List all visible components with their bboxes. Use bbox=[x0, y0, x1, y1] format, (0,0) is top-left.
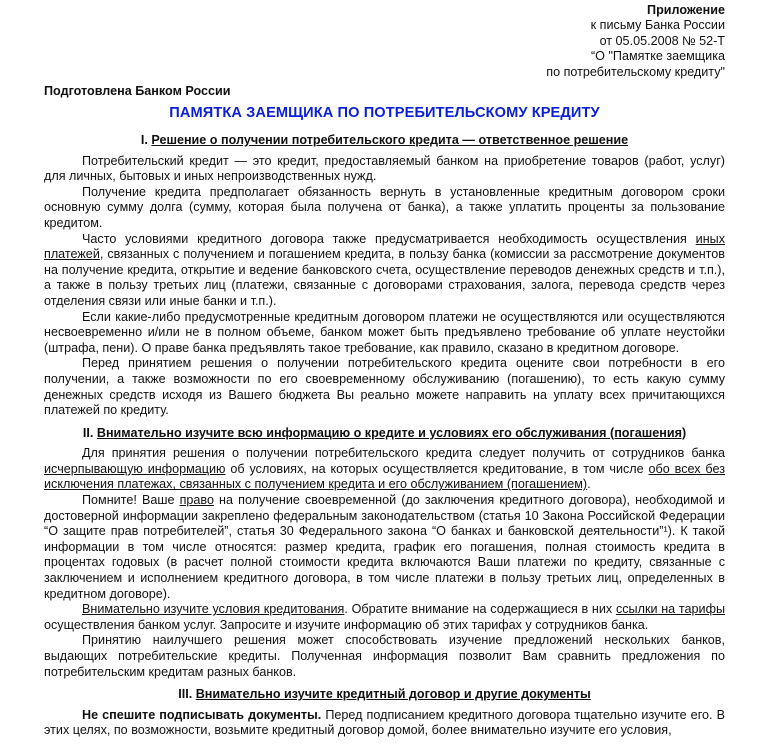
text: Часто условиями кредитного договора также предусматривается необходимость осуществления bbox=[82, 231, 696, 246]
paragraph: Перед принятием решения о получении потребительского кредита оцените свои потребности в его получении, а также возможности по его своевременному обслуживанию (погашению), то есть какую сумму денежных средств исходя из Вашего бюджета Вы реально можете направить на уплату всех причитающихся платежей по кредиту. bbox=[44, 356, 725, 418]
text: . bbox=[587, 477, 591, 492]
section-title: Решение о получении потребительского кредита — ответственное решение bbox=[151, 133, 629, 147]
other-payments-term: иных платежей bbox=[44, 231, 725, 262]
document-title: ПАМЯТКА ЗАЕМЩИКА ПО ПОТРЕБИТЕЛЬСКОМУ КРЕДИТУ bbox=[169, 105, 600, 121]
section-number: III. bbox=[178, 687, 193, 702]
appendix-line: “О "Памятке заемщика bbox=[590, 49, 725, 64]
underlined-term: право bbox=[179, 493, 214, 508]
appendix-line: к письму Банка России bbox=[590, 18, 725, 33]
text: Помните! Ваше bbox=[82, 493, 180, 508]
section-heading-1 bbox=[44, 133, 725, 149]
appendix-block bbox=[546, 3, 725, 80]
appendix-title: Приложение bbox=[647, 3, 725, 17]
paragraph: Получение кредита предполагает обязанность вернуть в установленные кредитным договором сроки основную сумму долга (сумму, которая была получена от банка), а также уплатить проценты за пользование кредитом. bbox=[44, 184, 725, 230]
section-title: Внимательно изучите кредитный договор и другие документы bbox=[195, 687, 591, 702]
section-number: II. bbox=[82, 425, 94, 440]
bold-text: Не спешите подписывать документы. bbox=[82, 707, 322, 722]
section-heading-2 bbox=[44, 426, 725, 442]
underlined-term: обо всех без исключения платежах, связанных с получением кредита и его обслуживанием (погашением) bbox=[44, 461, 725, 492]
text: на получение своевременной (до заключения кредитного договора), необходимой и достоверной информации закреплено федеральным законодательством (статья 10 Закона Российской Федерации “О защите прав потребителей”, статья 30 Федерального закона “О банках и банковской деятельности”¹). К такой информации в том числе относятся: размер кредита, график его погашения, полная стоимость кредита в процентах годовых (в расчет полной стоимости кредита включаются Ваши платежи по кредиту, связанные с заключением и исполнением кредитного договора, в том числе платежи в пользу третьих лиц, определенных в кредитном договоре). bbox=[44, 493, 725, 601]
section-title: Внимательно изучите всю информацию о кредите и условиях его обслуживания (погашения) bbox=[96, 425, 687, 440]
paragraph bbox=[44, 446, 725, 493]
appendix-line: от 05.05.2008 № 52-Т bbox=[599, 33, 725, 48]
text: , связанных с получением и погашением кредита, в пользу банка (комиссии за рассмотрение документов на получение кредита, открытие и ведение банковского счета, осуществление переводов денежных средств и т.п.), а также в пользу третьих лиц (платежи, связанные с договорами страхования, залога, перевода средств через отделения связи или иные банки и т.п.). bbox=[44, 247, 725, 308]
paragraph bbox=[44, 708, 725, 739]
document-body bbox=[44, 133, 725, 739]
section-number: I. bbox=[140, 133, 148, 147]
paragraph: Потребительский кредит — это кредит, предоставляемый банком на приобретение товаров (работ, услуг) для личных, бытовых и иных непроизводственных нужд. bbox=[44, 153, 725, 184]
text: Перед подписанием кредитного договора тщательно изучите его. В этих целях, по возможности, возьмите кредитный договор домой, более внимательно изучите его условия, bbox=[44, 707, 725, 738]
underlined-term: исчерпывающую информацию bbox=[44, 461, 226, 476]
prepared-by: Подготовлена Банком России bbox=[44, 84, 231, 98]
paragraph: Принятию наилучшего решения может способствовать изучение предложений нескольких банков, выдающих потребительские кредиты. Полученная информация позволит Вам сравнить предложения по потребительским кредитам разных банков. bbox=[44, 633, 725, 679]
paragraph bbox=[44, 493, 725, 602]
paragraph bbox=[44, 232, 725, 310]
text: . Обратите внимание на содержащиеся в них bbox=[344, 602, 616, 617]
text: осуществления банком услуг. Запросите и изучите информацию об этих тарифах у сотрудников банка. bbox=[44, 617, 649, 632]
section-heading-3 bbox=[44, 687, 725, 703]
tariffs-reference: ссылки на тарифы bbox=[615, 602, 726, 617]
paragraph bbox=[44, 602, 725, 633]
paragraph: Если какие-либо предусмотренные кредитным договором платежи не осуществляются или осуществляются несвоевременно и/или не в полном объеме, банком может быть предъявлено требование об уплате неустойки (штрафа, пени). О праве банка предъявлять такое требование, как правило, сказано в кредитном договоре. bbox=[44, 309, 725, 355]
appendix-line: по потребительскому кредиту" bbox=[546, 64, 725, 79]
text: Для принятия решения о получении потребительского кредита следует получить от сотрудников банка bbox=[82, 446, 725, 461]
underlined-term: Внимательно изучите условия кредитования bbox=[82, 602, 345, 617]
text: об условиях, на которых осуществляется кредитование, в том числе bbox=[225, 461, 649, 476]
